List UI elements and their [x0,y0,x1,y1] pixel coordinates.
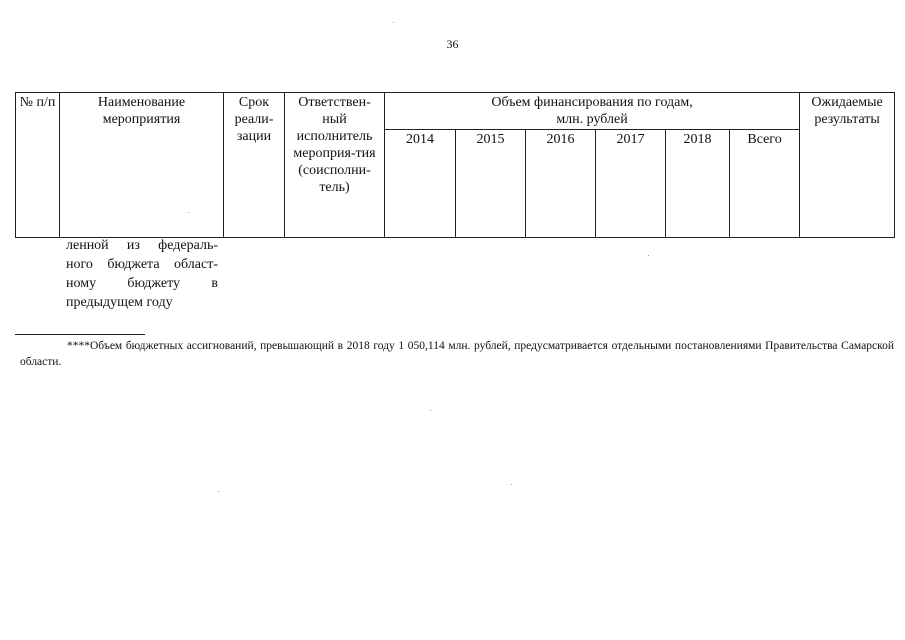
year-header: 2014 [385,130,456,238]
header-row-1 [16,93,895,130]
year-header: 2015 [456,130,526,238]
year-header: 2018 [666,130,730,238]
footnote-separator [15,334,145,335]
scan-speck [430,410,431,411]
year-header-total: Всего [730,130,800,238]
page-number: 36 [446,37,459,51]
continuation-line: ного бюджета област- [66,257,218,272]
continuation-line: предыдущем году [66,295,173,310]
header-name: Наименование мероприятия [60,93,224,238]
funding-table [15,92,895,238]
scan-speck [648,255,649,256]
header-funding-unit: млн. рублей [556,112,628,127]
scan-speck [393,22,394,23]
header-executor: Ответствен-ный исполнитель мероприя-тия (соисполни-тель) [285,93,385,238]
header-funding-title: Объем финансирования по годам, [491,95,693,110]
scan-speck [511,484,512,485]
year-header: 2017 [596,130,666,238]
footnote-text: ****Объем бюджетных ассигнований, превышающий в 2018 году 1 050,114 млн. рублей, предусматривается отдельными постановлениями Правительства Самарской области. [20,340,894,368]
year-header: 2016 [526,130,596,238]
continuation-text [66,236,218,312]
scan-speck [218,491,219,492]
header-num: № п/п [16,93,60,238]
continuation-line: ленной из федераль- [66,238,218,253]
header-term: Срок реали-зации [224,93,285,238]
header-funding [385,93,800,130]
scan-speck [188,212,189,213]
header-results: Ожидаемые результаты [800,93,895,238]
continuation-line: ному бюджету в [66,276,218,291]
